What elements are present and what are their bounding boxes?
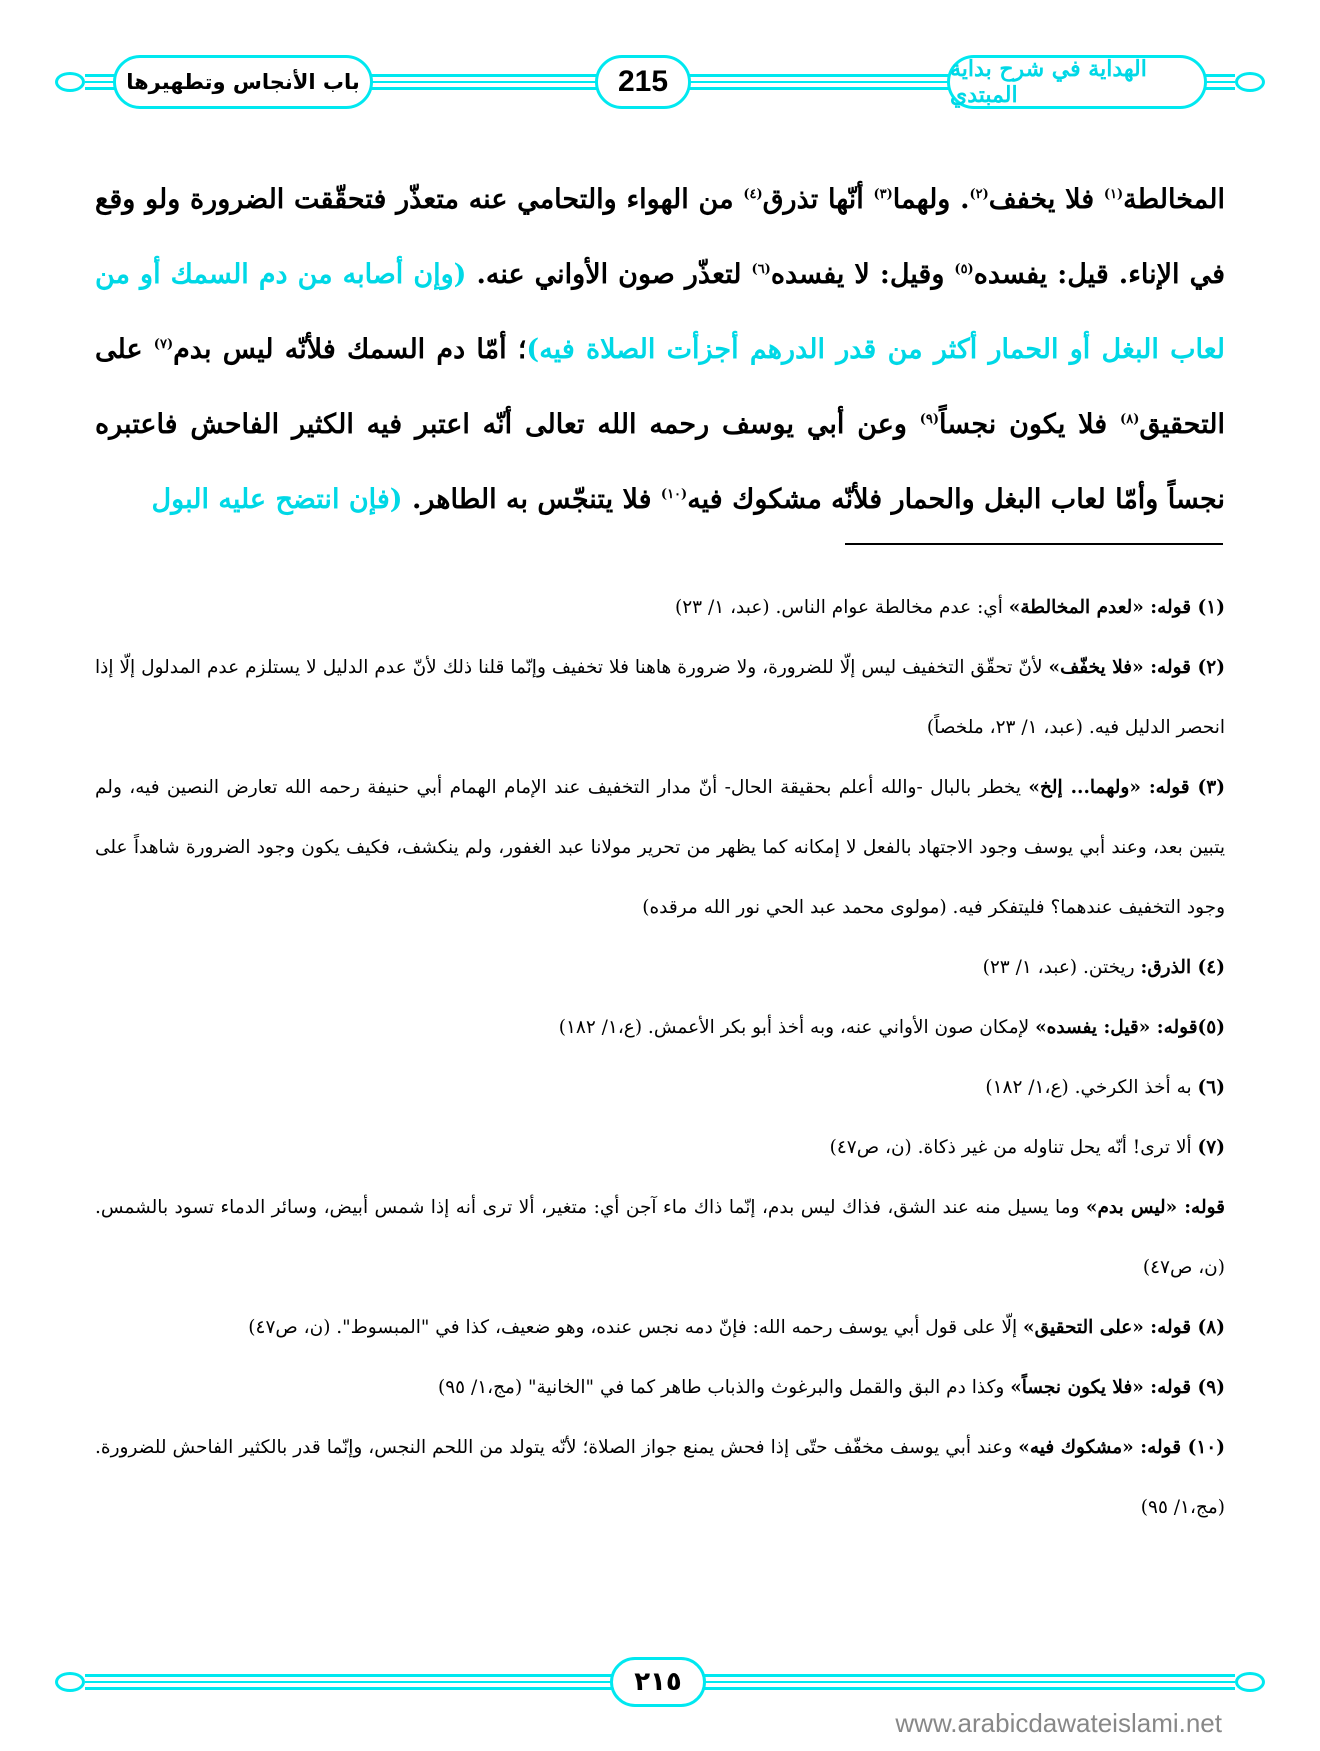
- footnote-lead: (١٠) قوله: «مشكوك فيه»: [1018, 1437, 1225, 1458]
- footnote-text: به أخذ الكرخي. (ع،١/ ١٨٢): [985, 1077, 1198, 1098]
- footnotes: [95, 578, 1225, 1538]
- footnote-ref[interactable]: (٤): [743, 187, 763, 202]
- paragraph: [95, 160, 1225, 535]
- book-title-logo: الهداية في شرح بداية المبتدي: [947, 55, 1207, 109]
- footnote: [95, 938, 1225, 998]
- chapter-title: باب الأنجاس وتطهيرها: [113, 55, 373, 109]
- footnote-ref[interactable]: (١٠): [660, 487, 688, 502]
- commentary-text: فلا يكون نجساً: [939, 409, 1121, 440]
- page-number: 215: [595, 55, 691, 109]
- footnote-text: لإمكان صون الأواني عنه، وبه أخذ أبو بكر الأعمش. (ع،١/ ١٨٢): [558, 1017, 1036, 1038]
- footnote: [95, 1418, 1225, 1538]
- footnote-ref[interactable]: (٨): [1120, 412, 1140, 427]
- page-footer: [55, 1662, 1265, 1702]
- footnote-lead: (٥)قوله: «قيل: يفسده»: [1035, 1017, 1225, 1038]
- matn-text: (وإن أصابه من دم السمك أو من لعاب البغل أو الحمار أكثر من قدر الدرهم أجزأت الصلاة فيه): [95, 259, 1225, 365]
- footnote-lead: (٣) قوله: «ولهما... إلخ»: [1028, 777, 1225, 798]
- page-header: [55, 56, 1265, 108]
- footnote-lead: (٢) قوله: «فلا يخفّف»: [1048, 657, 1225, 678]
- commentary-text: أنّها تذرق: [762, 184, 874, 215]
- commentary-text: وقيل: لا يفسده: [770, 259, 955, 290]
- footnote-ref[interactable]: (٩): [919, 412, 940, 427]
- footnote-lead: (١) قوله: «لعدم المخالطة»: [1008, 597, 1225, 618]
- ornament-right-end: [1235, 72, 1265, 92]
- footnote-lead: قوله: «ليس بدم»: [1085, 1197, 1225, 1218]
- footnote-lead: (٩) قوله: «فلا يكون نجساً»: [1010, 1377, 1225, 1398]
- matn-text: (فإن انتضح عليه البول: [151, 484, 403, 515]
- ornament-right-end: [1235, 1672, 1265, 1692]
- footnote: [95, 1298, 1225, 1358]
- commentary-text: . ولهما: [892, 184, 970, 215]
- footnote: [95, 638, 1225, 758]
- footnote-text: ألا ترى! أنّه يحل تناوله من غير ذكاة. (ن، ص٤٧): [829, 1137, 1198, 1158]
- footnote: [95, 998, 1225, 1058]
- footnote-lead: (٧): [1197, 1137, 1225, 1158]
- footnote-text: لأنّ تحقّق التخفيف ليس إلّا للضرورة، ولا ضرورة هاهنا فلا تخفيف وإنّما قلنا ذلك لأنّ عدم الدليل لا يستلزم عدم المدلول إلّا إذا انحصر الدليل فيه. (عبد، ١/ ٢٣، ملخصاً): [95, 657, 1225, 738]
- main-text: [95, 160, 1225, 535]
- ornament-left-end: [55, 72, 85, 92]
- footnote-lead: (٨) قوله: «على التحقيق»: [1023, 1317, 1225, 1338]
- commentary-text: على التحقيق: [95, 334, 1225, 440]
- footnote-ref[interactable]: (١): [1103, 187, 1124, 202]
- footnote-ref[interactable]: (٢): [969, 187, 989, 202]
- footnote: [95, 1118, 1225, 1178]
- commentary-text: فلا يخفف: [988, 184, 1104, 215]
- footnote: [95, 758, 1225, 938]
- website-url[interactable]: www.arabicdawateislami.net: [895, 1708, 1222, 1738]
- footnote-text: إلّا على قول أبي يوسف رحمه الله: فإنّ دمه نجس عنده، وهو ضعيف، كذا في "المبسوط". (ن، ص٤٧): [248, 1317, 1024, 1338]
- footnote-text: وما يسيل منه عند الشق، فذاك ليس بدم، إنّما ذاك ماء آجن أي: متغير، ألا ترى أنه إذا شمس أبيض، وسائر الدماء تسود بالشمس. (ن، ص٤٧): [95, 1197, 1225, 1278]
- footnote-lead: (٦): [1197, 1077, 1225, 1098]
- footnote: [95, 1178, 1225, 1298]
- commentary-text: المخالطة: [1123, 184, 1225, 215]
- footer-page-number: ٢١٥: [610, 1657, 706, 1707]
- footnote-text: وعند أبي يوسف مخفّف حتّى إذا فحش يمنع جواز الصلاة؛ لأنّه يتولد من اللحم النجس، وإنّما قدر بالكثير الفاحش للضرورة. (مج،١/ ٩٥): [95, 1437, 1225, 1518]
- footnote-text: ريختن. (عبد، ١/ ٢٣): [982, 957, 1141, 978]
- footnote-text: أي: عدم مخالطة عوام الناس. (عبد، ١/ ٢٣): [675, 597, 1009, 618]
- footnote-lead: (٤) الذرق:: [1140, 957, 1225, 978]
- footnote: [95, 1358, 1225, 1418]
- footnote: [95, 1058, 1225, 1118]
- commentary-text: ؛ أمّا دم السمك فلأنّه ليس بدم: [173, 334, 527, 365]
- commentary-text: من الهواء والتحامي عنه متعذّر فتحقّقت الضرورة ولو وقع في الإناء. قيل: يفسده: [95, 184, 1225, 290]
- footnote-ref[interactable]: (٦): [751, 262, 771, 277]
- footnote-separator: [845, 543, 1223, 545]
- commentary-text: لتعذّر صون الأواني عنه.: [466, 259, 752, 290]
- footnote-text: يخطر بالبال -والله أعلم بحقيقة الحال- أنّ مدار التخفيف عند الإمام الهمام أبي حنيفة رحمه الله تعارض النصين فيه، ولم يتبين بعد، وعند أبي يوسف وجود الاجتهاد بالفعل لا إمكانه كما يظهر من تحرير مولانا عبد الغفور، ولم ينكشف، فكيف يكون وجود الضرورة شاهداً على وجود التخفيف عندهما؟ فليتفكر فيه. (مولوى محمد عبد الحي نور الله مرقده): [95, 777, 1225, 918]
- footnote-ref[interactable]: (٧): [153, 337, 174, 352]
- footnote-text: وكذا دم البق والقمل والبرغوث والذباب طاهر كما في "الخانية" (مج،١/ ٩٥): [437, 1377, 1011, 1398]
- ornament-left-end: [55, 1672, 85, 1692]
- commentary-text: فلا يتنجّس به الطاهر.: [402, 484, 661, 515]
- footnote-ref[interactable]: (٣): [873, 187, 893, 202]
- commentary-text: وعن أبي يوسف رحمه الله تعالى أنّه اعتبر فيه الكثير الفاحش فاعتبره نجساً وأمّا لعاب البغل والحمار فلأنّه مشكوك فيه: [95, 409, 1225, 515]
- footnote: [95, 578, 1225, 638]
- footnote-ref[interactable]: (٥): [954, 262, 974, 277]
